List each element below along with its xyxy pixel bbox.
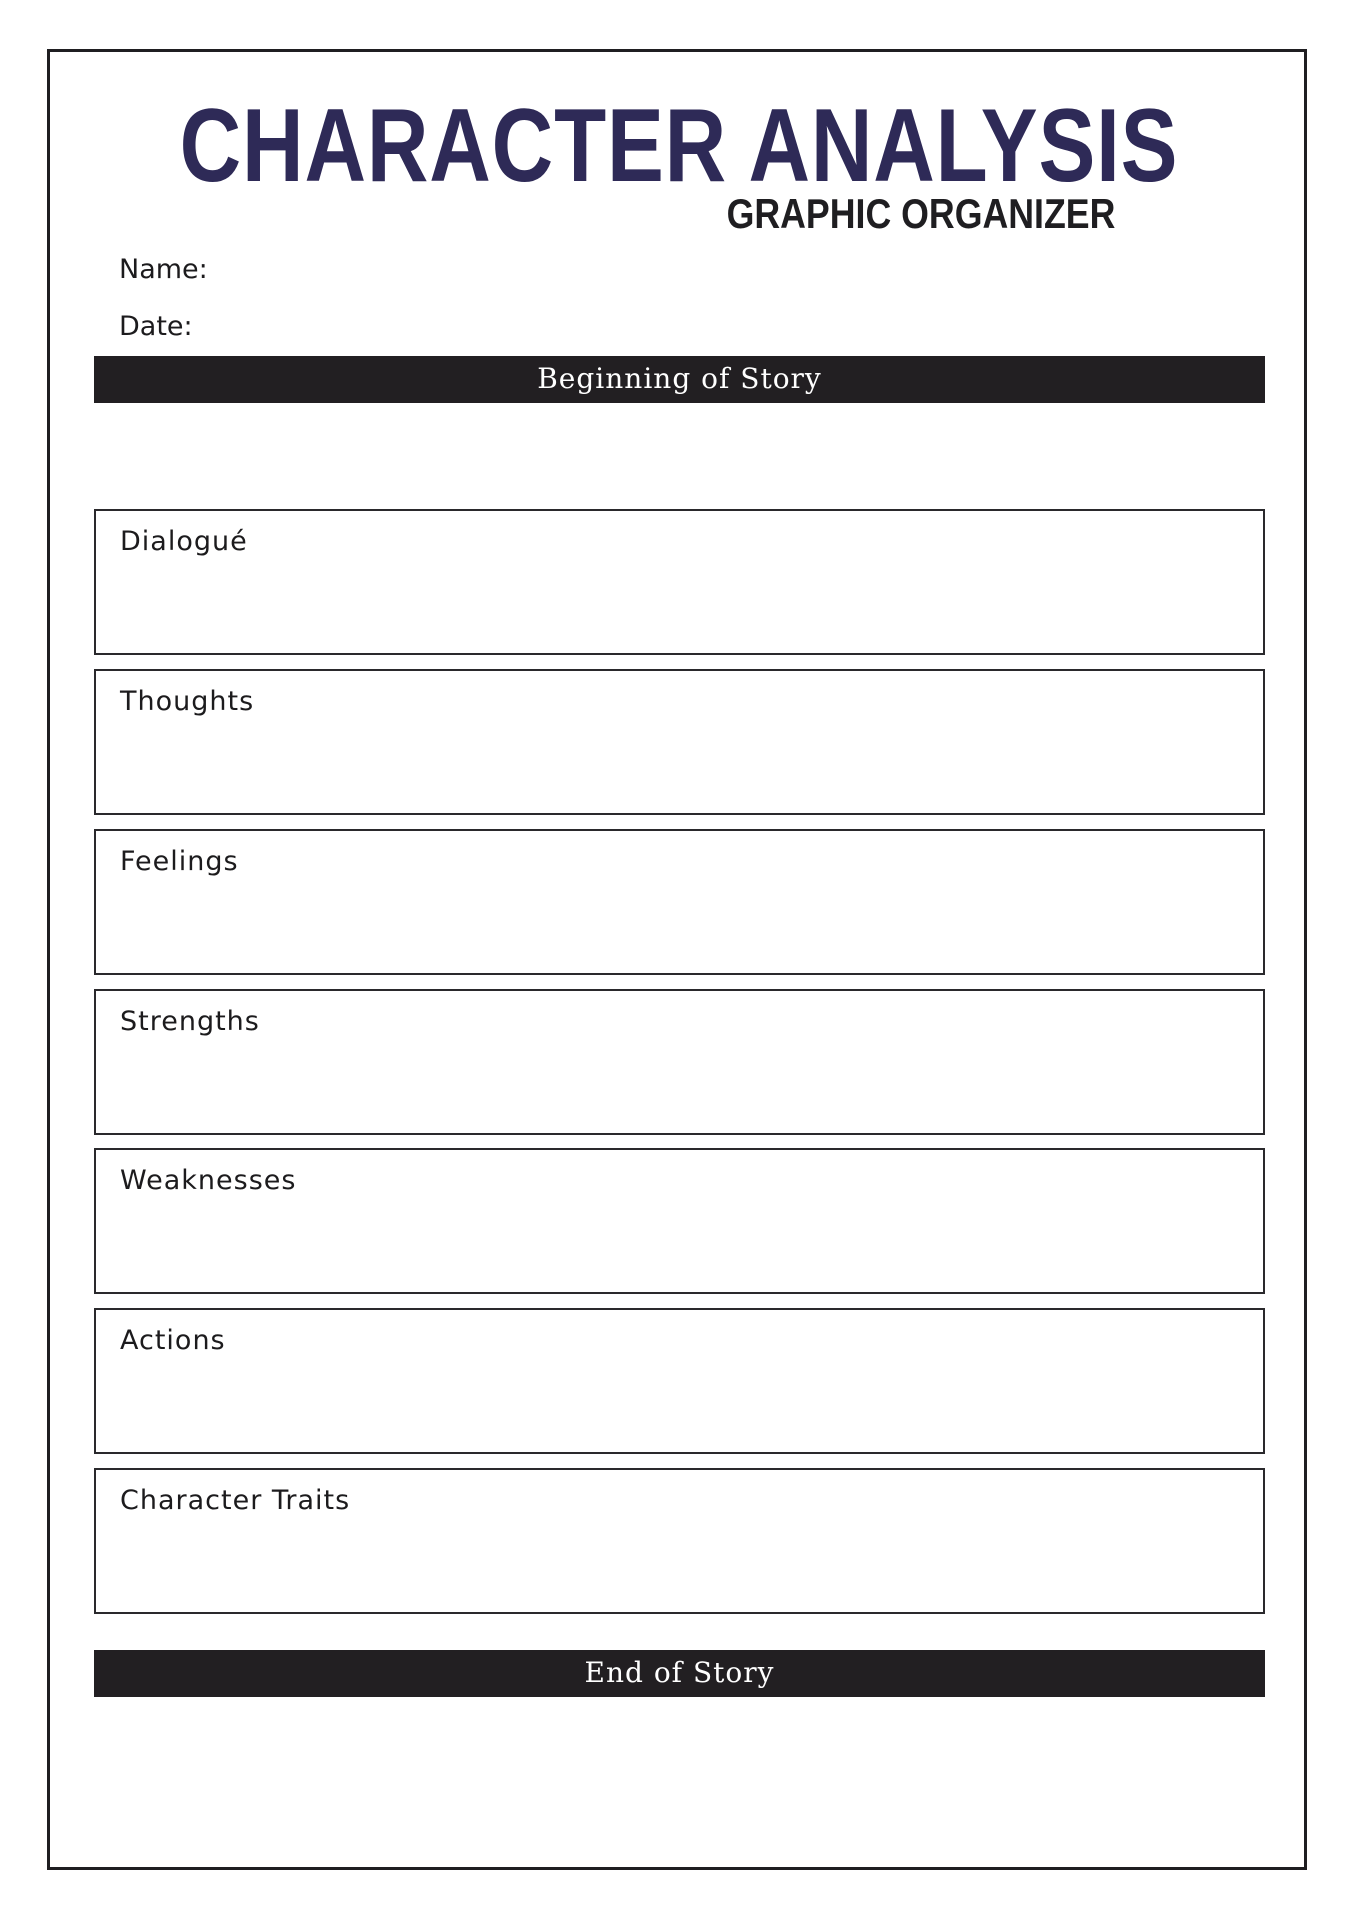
- section-character-traits[interactable]: [94, 1468, 1265, 1614]
- section-dialogue[interactable]: [94, 509, 1265, 655]
- section-label: Dialogué: [120, 526, 248, 557]
- page-title: CHARACTER ANALYSIS: [179, 88, 1179, 204]
- date-field-label: Date:: [119, 311, 193, 342]
- section-actions[interactable]: [94, 1308, 1265, 1454]
- beginning-of-story-bar: Beginning of Story: [94, 356, 1265, 403]
- section-label: Thoughts: [120, 686, 255, 717]
- section-feelings[interactable]: [94, 829, 1265, 975]
- section-strengths[interactable]: [94, 989, 1265, 1135]
- section-label: Weaknesses: [120, 1165, 297, 1196]
- section-label: Feelings: [120, 846, 239, 877]
- name-field-label: Name:: [119, 254, 208, 285]
- section-thoughts[interactable]: [94, 669, 1265, 815]
- section-weaknesses[interactable]: [94, 1148, 1265, 1294]
- section-label: Actions: [120, 1325, 226, 1356]
- page-subtitle: GRAPHIC ORGANIZER: [726, 190, 1115, 237]
- section-label: Strengths: [120, 1006, 260, 1037]
- end-of-story-bar: End of Story: [94, 1650, 1265, 1697]
- section-label: Character Traits: [120, 1485, 351, 1516]
